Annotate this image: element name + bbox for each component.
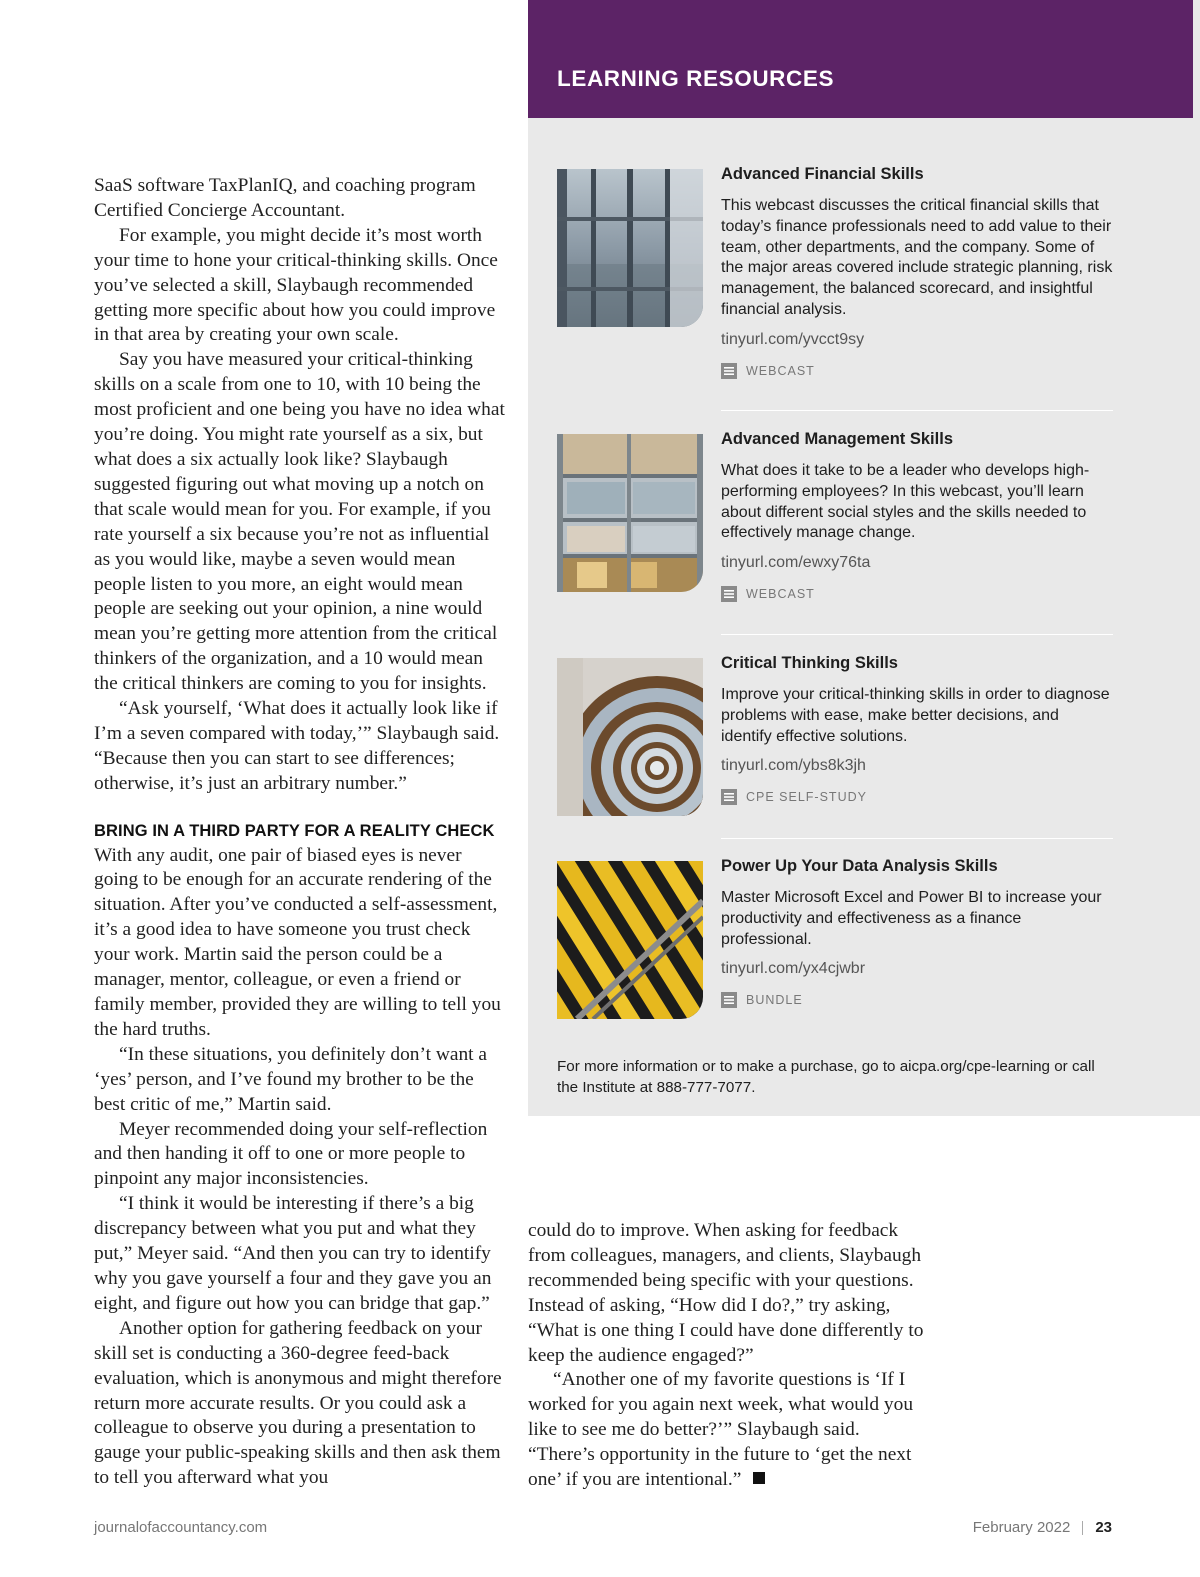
resource-title: Advanced Financial Skills	[721, 165, 924, 183]
resource-description: Master Microsoft Excel and Power BI to increase your productivity and effectiveness as a finance professional.	[721, 889, 1102, 948]
divider	[721, 634, 1113, 635]
resource-tag	[721, 363, 1113, 379]
article-paragraph: Say you have measured your critical-thinking skills on a scale from one to 10, with 10 being the most proficient and one being you have no idea what you’re doing. You might rate yourself as a six, but what does a six actually look like? Slaybaugh suggested figuring out what moving up a notch on that scale would mean for you. For example, if you rate yourself a six because you’re not as influential as you would like, maybe a seven would mean people listen to you more, an eight would mean people are seeking out your opinion, a nine would mean you’re getting more attention from the critical thinkers of the organization, and a 10 would mean the critical thinkers are coming to you for insights.	[94, 349, 505, 695]
sidebar-footer-note: For more information or to make a purchase, go to aicpa.org/cpe-learning or call the Institute at 888-777-7077.	[557, 1058, 1095, 1096]
article-paragraph: Meyer recommended doing your self-reflection and then handing it off to one or more people to pinpoint any major inconsistencies.	[94, 1118, 488, 1190]
resource-title: Advanced Management Skills	[721, 430, 953, 448]
resource-text	[721, 654, 1113, 805]
article-paragraph-last	[528, 1368, 928, 1493]
page-number: 23	[1095, 1519, 1112, 1536]
resource-text	[721, 430, 1113, 602]
article-paragraph: could do to improve. When asking for feedback from colleagues, managers, and clients, Slaybaugh recommended being specific with your questions. Instead of asking, “How did I do?,” try asking, “What is one thing I could have done differently to keep the audience engaged?”	[528, 1220, 924, 1366]
article-paragraph: For example, you might decide it’s most worth your time to hone your critical-thinking skills. Once you’ve selected a skill, Slaybaugh recommended getting more specific about how you could improve in that area by creating your own scale.	[94, 224, 498, 346]
article-paragraph: With any audit, one pair of biased eyes is never going to be enough for an accurate rendering of the situation. After you’ve conducted a self-assessment, it’s a good idea to have someone you trust check your work. Martin said the person could be a manager, mentor, colleague, or even a friend or family member, provided they are willing to tell you the hard truths.	[94, 844, 501, 1040]
resource-description: Improve your critical-thinking skills in order to diagnose problems with ease, make better decisions, and identify effective solutions.	[721, 686, 1110, 745]
resource-tag-label: WEBCAST	[746, 363, 815, 378]
divider	[721, 410, 1113, 411]
learning-resources-sidebar	[528, 0, 1200, 1116]
end-of-article-mark	[753, 1472, 765, 1484]
footer-date: February 2022	[972, 1519, 1071, 1536]
article-paragraph: SaaS software TaxPlanIQ, and coaching program Certified Concierge Accountant.	[94, 175, 476, 221]
footer-separator	[1082, 1521, 1083, 1535]
resource-title: Critical Thinking Skills	[721, 654, 898, 672]
resource-title: Power Up Your Data Analysis Skills	[721, 857, 998, 875]
section-heading: BRING IN A THIRD PARTY FOR A REALITY CHECK	[94, 821, 495, 840]
resource-tag	[721, 586, 1113, 602]
divider	[721, 838, 1113, 839]
resource-link[interactable]: tinyurl.com/ybs8k3jh	[721, 757, 866, 775]
article-right-column	[528, 1219, 928, 1493]
sidebar-header	[528, 0, 1193, 118]
article-paragraph: Another option for gathering feedback on your skill set is conducting a 360-degree feed-back evaluation, which is anonymous and might therefore return more accurate results. Or you could ask a colleague to observe you during a presentation to gauge your public-speaking skills and then ask them to tell you afterward what you	[94, 1317, 502, 1489]
resource-text	[721, 165, 1113, 379]
sidebar-title: LEARNING RESOURCES	[557, 66, 835, 91]
resource-link[interactable]: tinyurl.com/yvcct9sy	[721, 330, 865, 348]
article-paragraph: “I think it would be interesting if there’s a big discrepancy between what you put and what they put,” Meyer said. “And then you can try to identify why you gave yourself a four and they gave you an eight, and figure out how you can bridge that gap.”	[94, 1193, 492, 1314]
article-paragraph-text: “Another one of my favorite questions is ‘If I worked for you again next week, what would you like to see me do better?’” Slaybaugh said. “There’s opportunity in the future to ‘get the next one’ if you are intentional.”	[528, 1369, 914, 1491]
article-paragraph: “In these situations, you definitely don’t want a ‘yes’ person, and I’ve found my brother to be the best critic of me,” Martin said.	[94, 1043, 487, 1115]
article-paragraph: “Ask yourself, ‘What does it actually look like if I’m a seven compared with today,’” Slaybaugh said. “Because then you can start to see differences; otherwise, it’s just an arbitrary number.”	[94, 698, 500, 794]
resource-tag	[721, 789, 1113, 805]
resource-tag	[721, 992, 1113, 1008]
resource-description: This webcast discusses the critical financial skills that today’s finance professionals need to add value to their team, other departments, and the company. Some of the major areas covered include strategic planning, risk management, the balanced scorecard, and insightful financial analysis.	[721, 197, 1113, 318]
resource-text	[721, 857, 1113, 1008]
resource-tag-label: WEBCAST	[746, 587, 815, 602]
resource-link[interactable]: tinyurl.com/yx4cjwbr	[721, 960, 866, 978]
document-icon	[721, 992, 737, 1008]
office-atrium-image	[557, 434, 703, 592]
resource-description: What does it take to be a leader who develops high-performing employees? In this webcast, you’ll learn about different social styles and the skills needed to effectively manage change.	[721, 462, 1090, 542]
document-icon	[721, 586, 737, 602]
document-icon	[721, 363, 737, 379]
article-left-column	[94, 174, 506, 1491]
footer-issue-info	[973, 1519, 1112, 1536]
footer-site-url[interactable]: journalofaccountancy.com	[94, 1519, 268, 1536]
skyscraper-window-image	[557, 169, 703, 327]
document-icon	[721, 789, 737, 805]
resource-tag-label: BUNDLE	[746, 993, 803, 1008]
spiral-staircase-image	[557, 658, 703, 816]
yellow-slats-image	[557, 861, 703, 1019]
resource-tag-label: CPE SELF-STUDY	[746, 790, 867, 805]
resource-link[interactable]: tinyurl.com/ewxy76ta	[721, 554, 871, 572]
